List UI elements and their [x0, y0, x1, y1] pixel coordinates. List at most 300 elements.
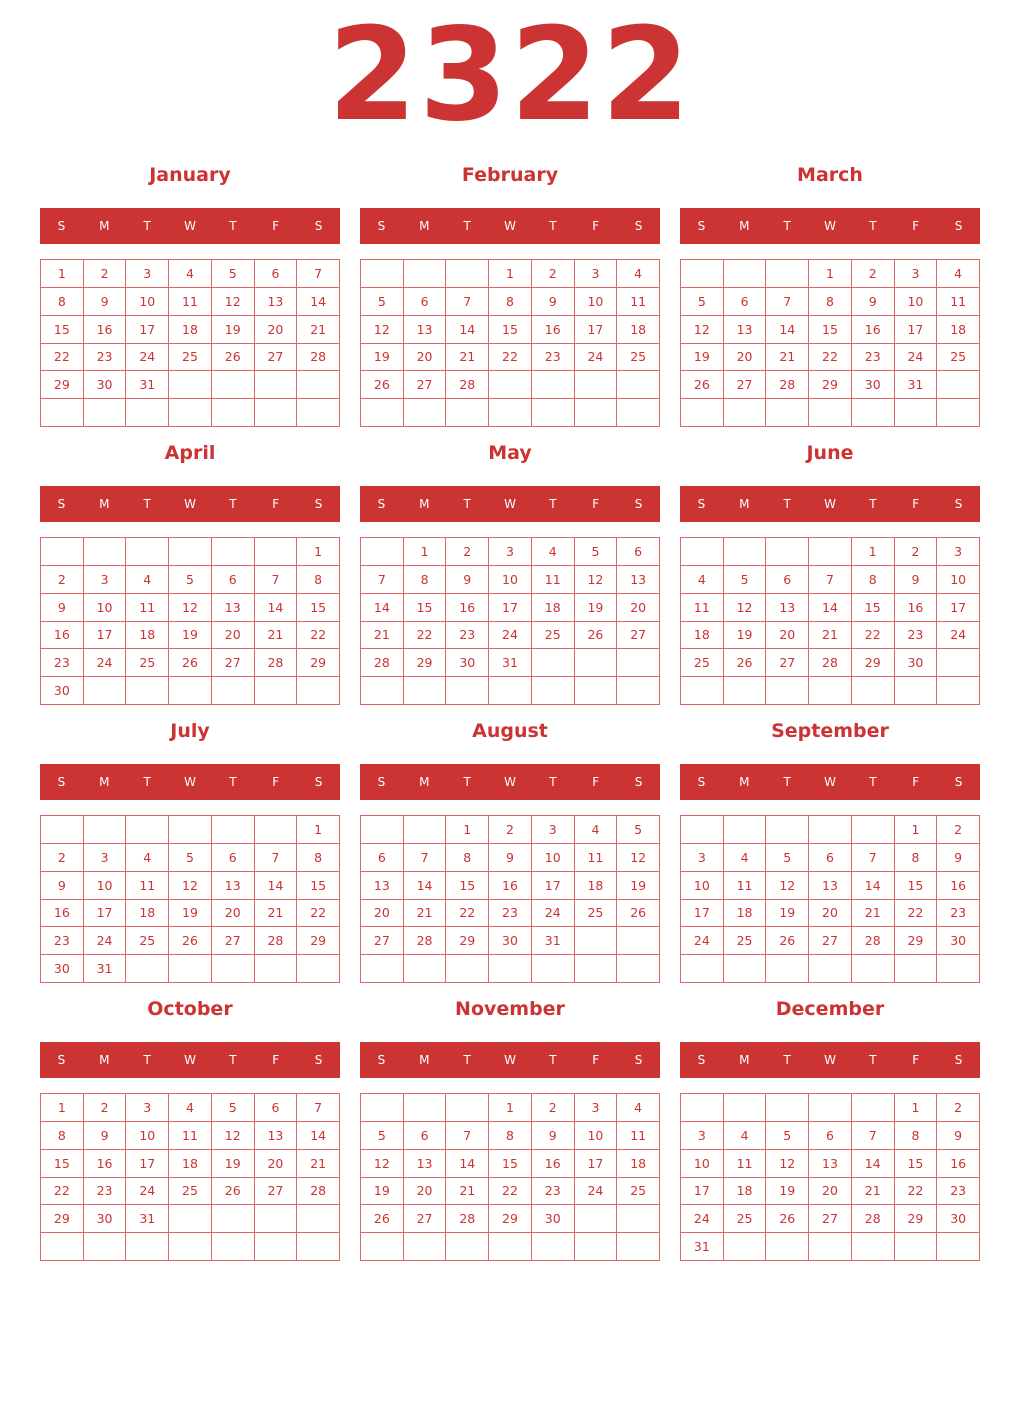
weekday-label: S — [697, 775, 706, 789]
weekday-label: S — [634, 219, 643, 233]
weekday-label: T — [143, 497, 151, 511]
day-cell: 7 — [852, 844, 895, 872]
empty-day-cell — [617, 955, 660, 983]
weekday-label: S — [377, 219, 386, 233]
empty-day-cell — [169, 1205, 212, 1233]
weekday-label: S — [314, 775, 323, 789]
empty-day-cell — [575, 927, 618, 955]
empty-day-cell — [724, 816, 767, 844]
day-cell: 25 — [169, 344, 212, 372]
empty-day-cell — [169, 677, 212, 705]
day-cell: 12 — [617, 844, 660, 872]
day-cell: 23 — [489, 900, 532, 928]
day-cell: 15 — [297, 594, 340, 622]
day-cell: 6 — [617, 538, 660, 566]
weekday-label: M — [99, 775, 110, 789]
empty-day-cell — [126, 399, 169, 427]
day-cell: 1 — [41, 260, 84, 288]
empty-day-cell — [532, 649, 575, 677]
day-cell: 5 — [617, 816, 660, 844]
day-cell: 3 — [895, 260, 938, 288]
weekday-label: T — [549, 1053, 557, 1067]
day-cell: 9 — [41, 594, 84, 622]
day-cell: 27 — [212, 927, 255, 955]
empty-day-cell — [446, 677, 489, 705]
empty-day-cell — [361, 399, 404, 427]
empty-day-cell — [489, 399, 532, 427]
empty-day-cell — [809, 1233, 852, 1261]
day-cell: 6 — [212, 566, 255, 594]
day-cell: 1 — [446, 816, 489, 844]
day-cell: 2 — [937, 816, 980, 844]
day-cell: 22 — [41, 1178, 84, 1206]
day-cell: 30 — [41, 955, 84, 983]
day-cell: 2 — [489, 816, 532, 844]
day-cell: 31 — [126, 1205, 169, 1233]
day-cell: 14 — [361, 594, 404, 622]
day-cell: 12 — [361, 316, 404, 344]
day-cell: 22 — [41, 344, 84, 372]
day-cell: 31 — [681, 1233, 724, 1261]
day-cell: 27 — [255, 344, 298, 372]
weekday-label: S — [697, 497, 706, 511]
day-cell: 24 — [937, 622, 980, 650]
day-cell: 20 — [809, 900, 852, 928]
day-cell: 13 — [361, 872, 404, 900]
day-cell: 3 — [681, 1122, 724, 1150]
day-cell: 25 — [724, 927, 767, 955]
day-cell: 28 — [809, 649, 852, 677]
day-cell: 20 — [255, 316, 298, 344]
empty-day-cell — [212, 816, 255, 844]
weekday-label: S — [697, 219, 706, 233]
day-cell: 31 — [489, 649, 532, 677]
day-cell: 12 — [575, 566, 618, 594]
day-cell: 10 — [937, 566, 980, 594]
day-cell: 18 — [617, 1150, 660, 1178]
day-cell: 27 — [404, 371, 447, 399]
day-cell: 9 — [446, 566, 489, 594]
day-cell: 25 — [126, 649, 169, 677]
empty-day-cell — [361, 677, 404, 705]
empty-day-cell — [575, 649, 618, 677]
day-cell: 20 — [255, 1150, 298, 1178]
day-grid — [40, 259, 340, 427]
empty-day-cell — [681, 538, 724, 566]
weekday-label: F — [272, 775, 280, 789]
day-cell: 14 — [852, 1150, 895, 1178]
empty-day-cell — [766, 538, 809, 566]
weekday-label: F — [912, 219, 920, 233]
day-cell: 6 — [724, 288, 767, 316]
day-cell: 9 — [852, 288, 895, 316]
day-cell: 22 — [297, 900, 340, 928]
empty-day-cell — [255, 1233, 298, 1261]
day-cell: 10 — [126, 1122, 169, 1150]
empty-day-cell — [255, 677, 298, 705]
empty-day-cell — [361, 260, 404, 288]
day-grid — [360, 1093, 660, 1261]
empty-day-cell — [297, 677, 340, 705]
day-cell: 24 — [681, 1205, 724, 1233]
day-cell: 17 — [84, 622, 127, 650]
day-cell: 11 — [169, 1122, 212, 1150]
empty-day-cell — [937, 677, 980, 705]
day-cell: 15 — [489, 1150, 532, 1178]
empty-day-cell — [895, 677, 938, 705]
day-cell: 20 — [404, 344, 447, 372]
day-grid — [680, 537, 980, 705]
empty-day-cell — [617, 371, 660, 399]
day-cell: 16 — [84, 316, 127, 344]
day-cell: 16 — [937, 1150, 980, 1178]
weekday-label: S — [377, 1053, 386, 1067]
empty-day-cell — [169, 955, 212, 983]
day-cell: 20 — [361, 900, 404, 928]
day-cell: 24 — [84, 649, 127, 677]
day-cell: 21 — [809, 622, 852, 650]
weekday-label: S — [57, 775, 66, 789]
day-cell: 12 — [169, 594, 212, 622]
day-cell: 14 — [404, 872, 447, 900]
weekday-label: T — [783, 1053, 791, 1067]
day-cell: 21 — [404, 900, 447, 928]
weekday-label: S — [314, 1053, 323, 1067]
day-cell: 29 — [489, 1205, 532, 1233]
empty-day-cell — [297, 955, 340, 983]
empty-day-cell — [255, 399, 298, 427]
month-name: November — [455, 998, 565, 1020]
empty-day-cell — [489, 1233, 532, 1261]
day-cell: 27 — [809, 1205, 852, 1233]
day-cell: 28 — [255, 927, 298, 955]
weekday-label: S — [314, 497, 323, 511]
empty-day-cell — [297, 371, 340, 399]
day-cell: 26 — [766, 927, 809, 955]
day-cell: 7 — [255, 844, 298, 872]
day-cell: 15 — [809, 316, 852, 344]
day-cell: 30 — [489, 927, 532, 955]
weekday-label: F — [912, 497, 920, 511]
empty-day-cell — [212, 677, 255, 705]
day-cell: 9 — [532, 1122, 575, 1150]
day-cell: 6 — [212, 844, 255, 872]
weekday-header — [360, 1042, 660, 1078]
day-cell: 14 — [297, 1122, 340, 1150]
weekday-header — [40, 208, 340, 244]
empty-day-cell — [212, 1233, 255, 1261]
day-cell: 11 — [617, 1122, 660, 1150]
day-cell: 23 — [937, 900, 980, 928]
day-cell: 9 — [937, 844, 980, 872]
day-cell: 30 — [937, 1205, 980, 1233]
day-cell: 8 — [297, 566, 340, 594]
day-cell: 1 — [41, 1094, 84, 1122]
day-cell: 12 — [724, 594, 767, 622]
day-cell: 28 — [446, 1205, 489, 1233]
day-cell: 3 — [126, 260, 169, 288]
empty-day-cell — [575, 677, 618, 705]
day-grid — [360, 259, 660, 427]
empty-day-cell — [446, 1233, 489, 1261]
weekday-label: M — [419, 1053, 430, 1067]
weekday-label: F — [592, 1053, 600, 1067]
weekday-label: M — [99, 1053, 110, 1067]
weekday-header — [360, 764, 660, 800]
day-cell: 8 — [446, 844, 489, 872]
day-cell: 24 — [681, 927, 724, 955]
weekday-label: S — [377, 497, 386, 511]
day-cell: 22 — [489, 1178, 532, 1206]
day-cell: 29 — [895, 927, 938, 955]
empty-day-cell — [255, 371, 298, 399]
empty-day-cell — [681, 816, 724, 844]
day-cell: 27 — [361, 927, 404, 955]
day-cell: 23 — [895, 622, 938, 650]
day-cell: 7 — [766, 288, 809, 316]
day-cell: 13 — [404, 316, 447, 344]
empty-day-cell — [255, 816, 298, 844]
day-cell: 3 — [532, 816, 575, 844]
day-cell: 22 — [446, 900, 489, 928]
weekday-header — [360, 208, 660, 244]
day-cell: 17 — [681, 900, 724, 928]
weekday-label: S — [954, 1053, 963, 1067]
weekday-label: W — [824, 1053, 836, 1067]
day-cell: 3 — [681, 844, 724, 872]
day-cell: 23 — [532, 1178, 575, 1206]
empty-day-cell — [404, 260, 447, 288]
day-cell: 6 — [255, 1094, 298, 1122]
day-cell: 1 — [297, 816, 340, 844]
day-cell: 11 — [126, 594, 169, 622]
day-cell: 20 — [617, 594, 660, 622]
weekday-label: S — [954, 775, 963, 789]
day-cell: 22 — [809, 344, 852, 372]
day-cell: 29 — [446, 927, 489, 955]
day-cell: 18 — [126, 900, 169, 928]
day-cell: 4 — [169, 260, 212, 288]
day-cell: 14 — [766, 316, 809, 344]
day-cell: 29 — [297, 649, 340, 677]
day-cell: 11 — [126, 872, 169, 900]
day-cell: 27 — [255, 1178, 298, 1206]
day-cell: 15 — [297, 872, 340, 900]
day-cell: 7 — [852, 1122, 895, 1150]
weekday-label: W — [504, 219, 516, 233]
day-cell: 8 — [41, 1122, 84, 1150]
day-cell: 4 — [532, 538, 575, 566]
empty-day-cell — [681, 1094, 724, 1122]
day-cell: 29 — [404, 649, 447, 677]
weekday-label: T — [463, 775, 471, 789]
day-cell: 31 — [532, 927, 575, 955]
day-cell: 30 — [84, 371, 127, 399]
day-cell: 21 — [255, 622, 298, 650]
day-cell: 18 — [724, 1178, 767, 1206]
day-cell: 23 — [84, 344, 127, 372]
day-cell: 11 — [617, 288, 660, 316]
empty-day-cell — [575, 1233, 618, 1261]
day-cell: 25 — [724, 1205, 767, 1233]
empty-day-cell — [404, 399, 447, 427]
empty-day-cell — [212, 1205, 255, 1233]
empty-day-cell — [895, 955, 938, 983]
day-cell: 14 — [255, 594, 298, 622]
empty-day-cell — [895, 399, 938, 427]
day-cell: 19 — [361, 1178, 404, 1206]
empty-day-cell — [724, 1094, 767, 1122]
weekday-label: T — [869, 497, 877, 511]
day-cell: 8 — [297, 844, 340, 872]
day-cell: 4 — [617, 260, 660, 288]
empty-day-cell — [937, 955, 980, 983]
day-cell: 27 — [724, 371, 767, 399]
day-cell: 4 — [681, 566, 724, 594]
day-cell: 27 — [617, 622, 660, 650]
empty-day-cell — [617, 1233, 660, 1261]
weekday-label: M — [99, 219, 110, 233]
day-cell: 3 — [126, 1094, 169, 1122]
weekday-label: T — [463, 497, 471, 511]
empty-day-cell — [617, 649, 660, 677]
empty-day-cell — [937, 399, 980, 427]
day-cell: 7 — [297, 1094, 340, 1122]
empty-day-cell — [937, 649, 980, 677]
empty-day-cell — [852, 1094, 895, 1122]
day-cell: 13 — [404, 1150, 447, 1178]
day-cell: 26 — [212, 344, 255, 372]
weekday-header — [40, 764, 340, 800]
weekday-label: S — [377, 775, 386, 789]
empty-day-cell — [361, 816, 404, 844]
day-cell: 13 — [724, 316, 767, 344]
day-cell: 24 — [84, 927, 127, 955]
day-cell: 24 — [126, 1178, 169, 1206]
empty-day-cell — [297, 399, 340, 427]
weekday-label: T — [143, 219, 151, 233]
day-cell: 21 — [446, 344, 489, 372]
month-name: March — [797, 164, 863, 186]
day-cell: 25 — [532, 622, 575, 650]
day-cell: 18 — [724, 900, 767, 928]
day-cell: 17 — [681, 1178, 724, 1206]
day-cell: 14 — [809, 594, 852, 622]
day-grid — [40, 1093, 340, 1261]
day-cell: 26 — [681, 371, 724, 399]
weekday-label: S — [697, 1053, 706, 1067]
day-cell: 4 — [126, 566, 169, 594]
weekday-label: T — [143, 1053, 151, 1067]
weekday-label: W — [504, 1053, 516, 1067]
weekday-header — [680, 208, 980, 244]
day-cell: 2 — [532, 260, 575, 288]
day-cell: 4 — [575, 816, 618, 844]
empty-day-cell — [809, 538, 852, 566]
day-cell: 17 — [532, 872, 575, 900]
day-cell: 9 — [41, 872, 84, 900]
empty-day-cell — [575, 371, 618, 399]
empty-day-cell — [681, 260, 724, 288]
day-cell: 20 — [212, 900, 255, 928]
day-cell: 23 — [41, 649, 84, 677]
month-name: August — [472, 720, 548, 742]
day-cell: 10 — [489, 566, 532, 594]
day-cell: 22 — [297, 622, 340, 650]
day-cell: 21 — [361, 622, 404, 650]
empty-day-cell — [766, 816, 809, 844]
empty-day-cell — [852, 1233, 895, 1261]
day-cell: 10 — [575, 288, 618, 316]
day-cell: 30 — [532, 1205, 575, 1233]
day-cell: 21 — [297, 316, 340, 344]
weekday-label: F — [912, 775, 920, 789]
day-cell: 9 — [84, 288, 127, 316]
day-cell: 22 — [852, 622, 895, 650]
day-cell: 10 — [84, 872, 127, 900]
day-cell: 21 — [255, 900, 298, 928]
empty-day-cell — [126, 677, 169, 705]
empty-day-cell — [446, 955, 489, 983]
day-cell: 18 — [126, 622, 169, 650]
day-cell: 11 — [724, 1150, 767, 1178]
day-cell: 10 — [681, 872, 724, 900]
day-cell: 4 — [617, 1094, 660, 1122]
day-cell: 13 — [617, 566, 660, 594]
day-cell: 12 — [212, 288, 255, 316]
day-cell: 20 — [809, 1178, 852, 1206]
empty-day-cell — [766, 1233, 809, 1261]
day-cell: 24 — [895, 344, 938, 372]
day-cell: 10 — [126, 288, 169, 316]
day-cell: 16 — [489, 872, 532, 900]
day-cell: 30 — [41, 677, 84, 705]
day-cell: 19 — [766, 900, 809, 928]
day-cell: 25 — [937, 344, 980, 372]
weekday-label: T — [783, 497, 791, 511]
day-cell: 15 — [41, 1150, 84, 1178]
empty-day-cell — [361, 955, 404, 983]
year-title: 2322 — [327, 1, 693, 150]
empty-day-cell — [404, 1233, 447, 1261]
day-cell: 26 — [169, 927, 212, 955]
day-cell: 26 — [212, 1178, 255, 1206]
day-cell: 10 — [575, 1122, 618, 1150]
empty-day-cell — [724, 677, 767, 705]
day-cell: 13 — [766, 594, 809, 622]
day-cell: 5 — [212, 260, 255, 288]
day-cell: 16 — [41, 622, 84, 650]
empty-day-cell — [724, 955, 767, 983]
day-cell: 25 — [681, 649, 724, 677]
month-name: September — [771, 720, 889, 742]
weekday-label: M — [739, 775, 750, 789]
day-cell: 15 — [852, 594, 895, 622]
weekday-label: T — [869, 775, 877, 789]
weekday-label: M — [419, 497, 430, 511]
day-cell: 21 — [852, 900, 895, 928]
empty-day-cell — [681, 677, 724, 705]
day-cell: 7 — [809, 566, 852, 594]
empty-day-cell — [852, 677, 895, 705]
day-cell: 19 — [681, 344, 724, 372]
day-cell: 23 — [532, 344, 575, 372]
day-cell: 25 — [126, 927, 169, 955]
day-cell: 12 — [169, 872, 212, 900]
weekday-label: T — [549, 775, 557, 789]
day-cell: 24 — [532, 900, 575, 928]
day-cell: 7 — [255, 566, 298, 594]
